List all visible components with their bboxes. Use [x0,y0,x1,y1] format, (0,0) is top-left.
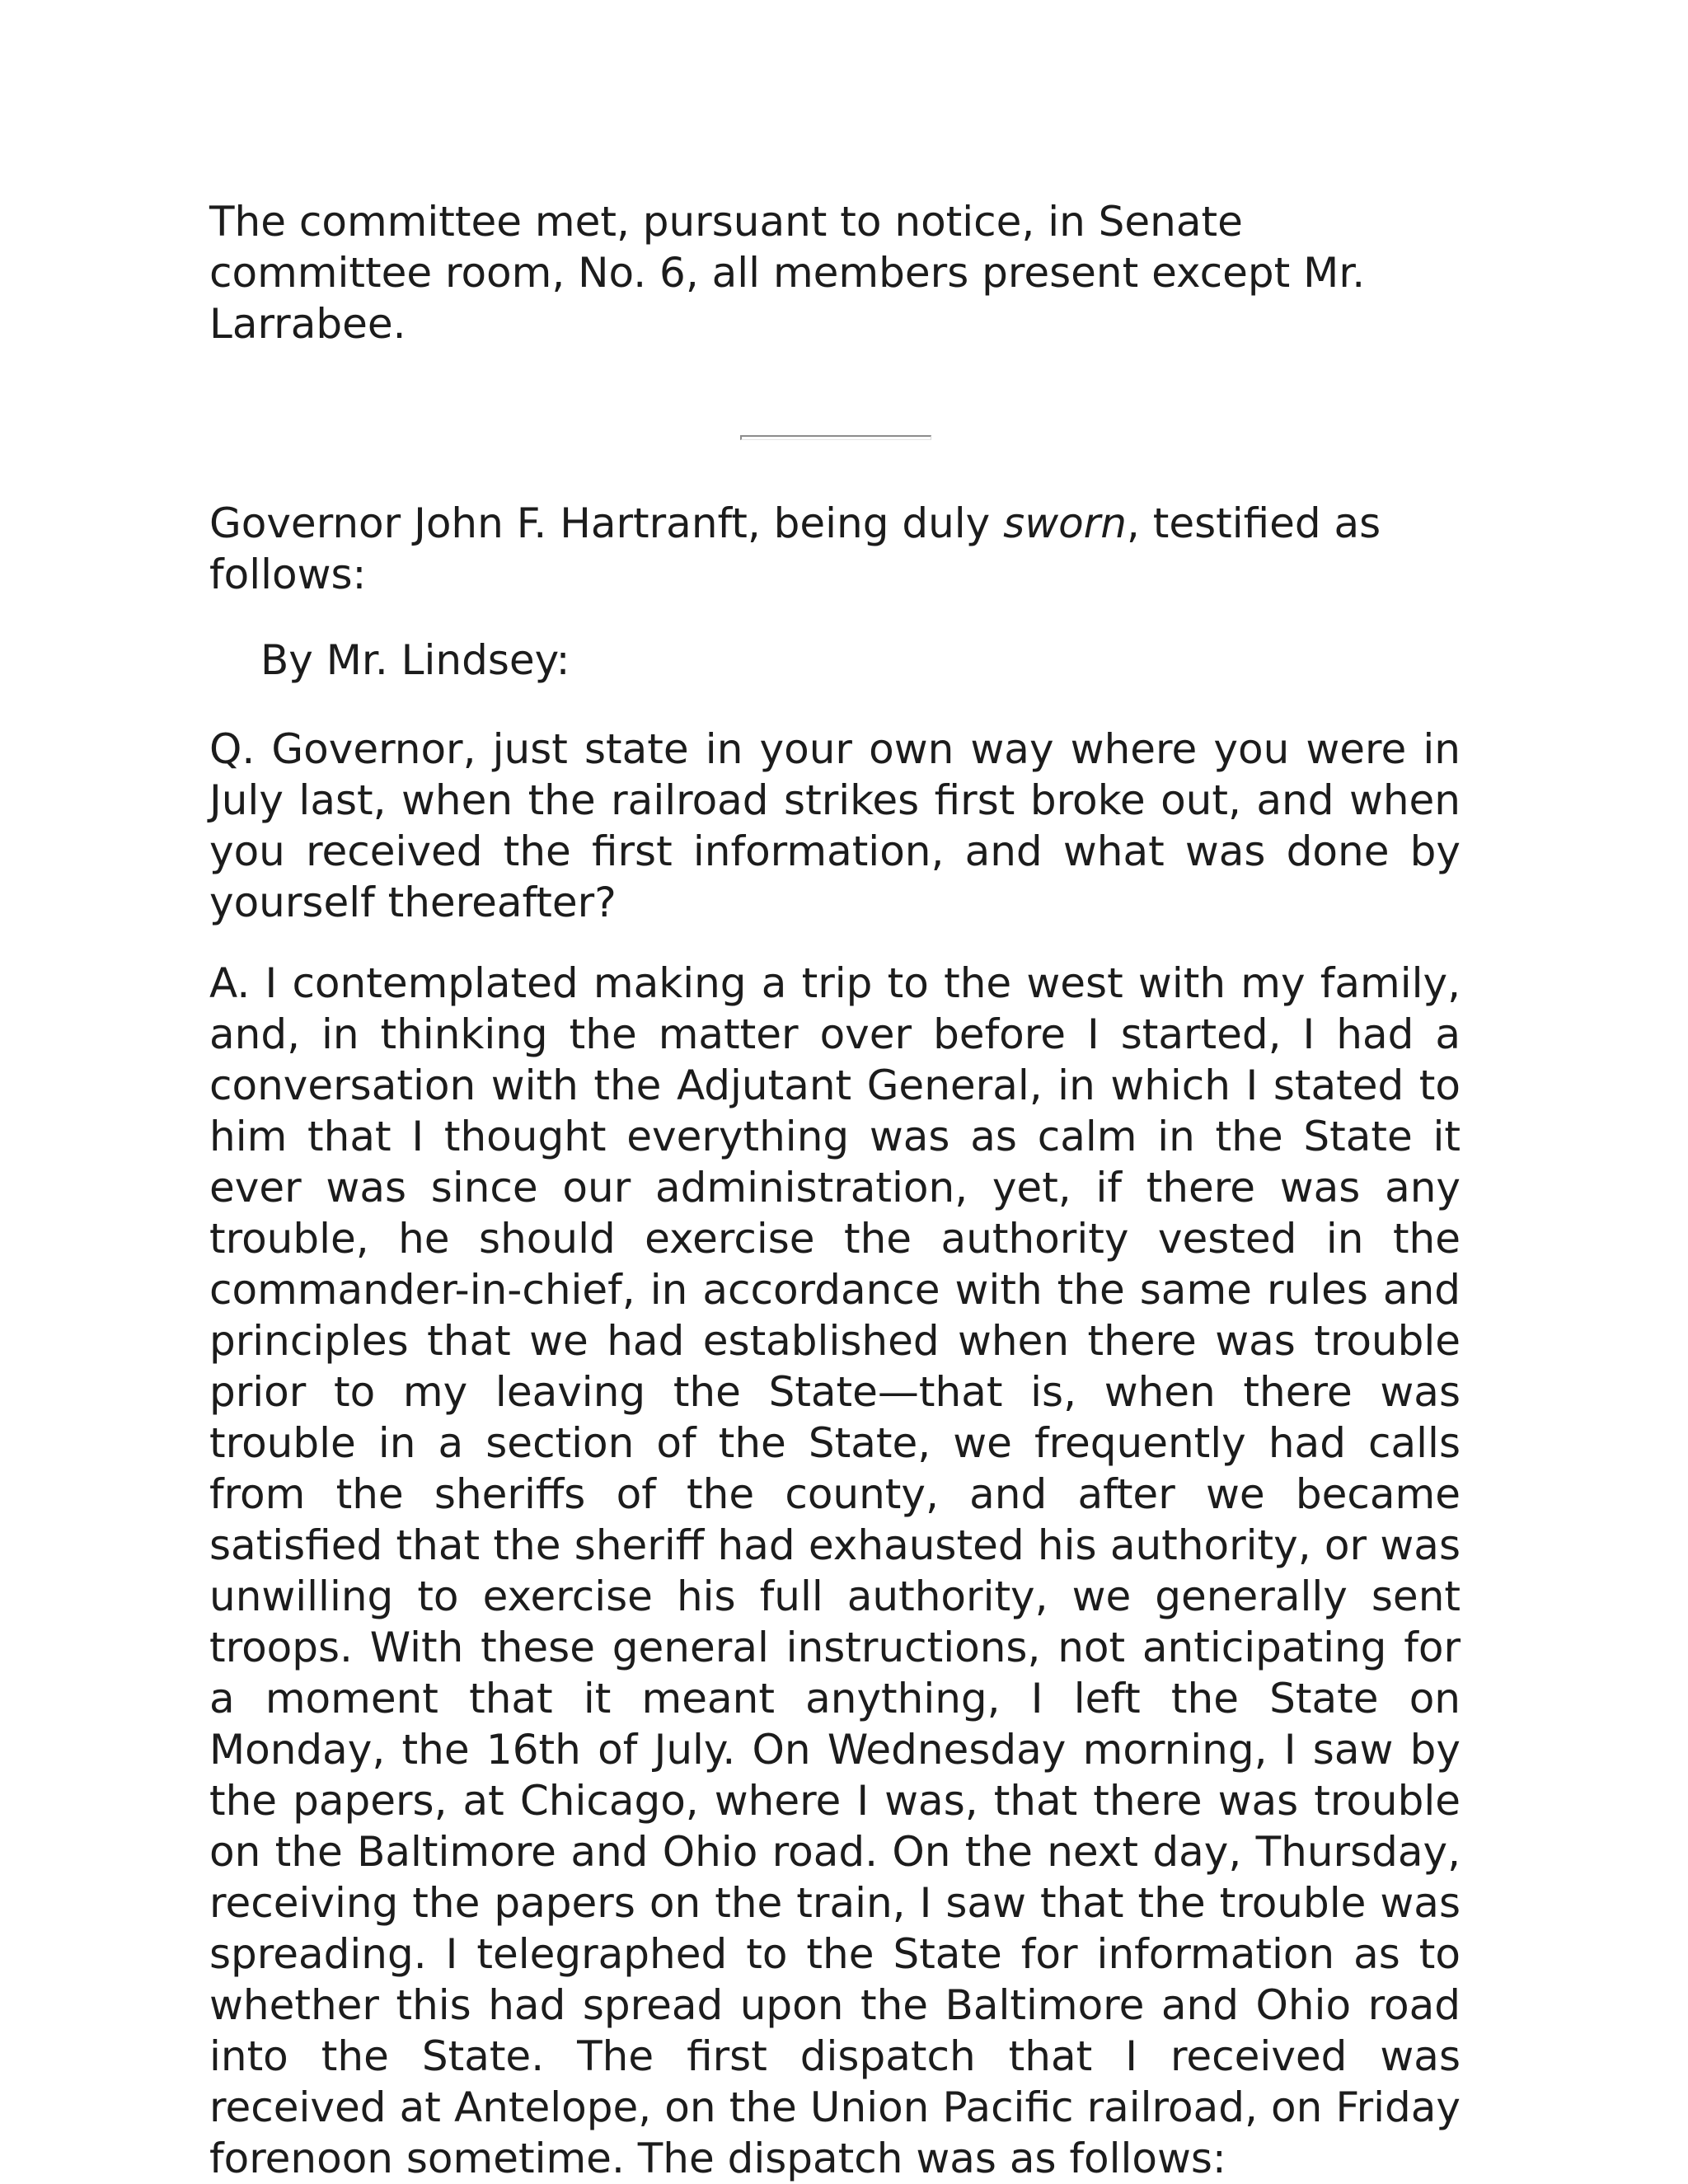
answer-paragraph: A. I contemplated making a trip to the west with my family, and, in thinking the matter over before I started, I had a conversation with the Adjutant General, in which I stated to him that I thought everything was as calm in the State it ever was since our administration, yet, if there was any trouble, he should exercise the authority vested in the commander-in-chief, in accordance with the same rules and principles that we had established when there was trouble prior to my leaving the State—that is, when there was trouble in a section of the State, we frequently had calls from the sheriffs of the county, and after we became satisfied that the sheriff had exhausted his authority, or was unwilling to exercise his full authority, we generally sent troops. With these general instructions, not anticipating for a moment that it meant anything, I left the State on Monday, the 16th of July. On Wednesday morning, I saw by the papers, at Chicago, where I was, that there was trouble on the Baltimore and Ohio road. On the next day, Thursday, receiving the papers on the train, I saw that the trouble was spreading. I telegraphed to the State for information as to whether this had spread upon the Baltimore and Ohio road into the State. The first dispatch that I received was received at Antelope, on the Union Pacific railroad, on Friday forenoon sometime. The dispatch was as follows: [209,959,1461,2182]
witness-text-before: Governor John F. Hartranft, being duly [209,499,1004,547]
witness-paragraph [209,498,1461,600]
witness-emphasis: sworn [1003,499,1127,547]
witness-text-after: , testified as follows: [209,499,1381,598]
meeting-intro-paragraph: The committee met, pursuant to notice, in Senate committee room, No. 6, all members present except Mr. Larrabee. [209,198,1366,348]
question-paragraph: Q. Governor, just state in your own way where you were in July last, when the railroad strikes first broke out, and when you received the first information, and what was done by yourself thereafter? [209,725,1461,926]
document-page [209,196,1461,2184]
section-divider [740,435,931,440]
examiner-line: By Mr. Lindsey: [260,636,570,684]
